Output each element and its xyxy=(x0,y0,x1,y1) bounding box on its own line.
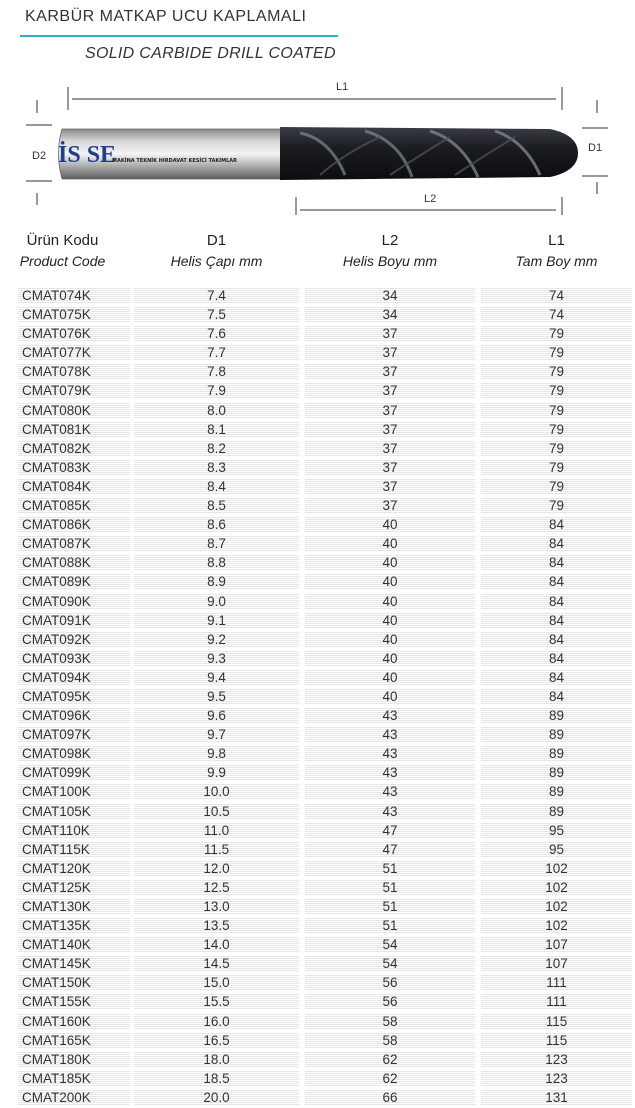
table-row xyxy=(0,707,635,726)
table-row xyxy=(0,478,635,497)
product-code-cell: CMAT096K xyxy=(18,708,130,724)
l1-cell: 89 xyxy=(481,708,632,724)
d1-cell: 7.9 xyxy=(134,383,299,399)
product-code-cell: CMAT160K xyxy=(18,1014,130,1030)
table-row xyxy=(0,459,635,478)
table-row xyxy=(0,1089,635,1108)
product-code-cell: CMAT078K xyxy=(18,364,130,380)
l2-cell: 43 xyxy=(305,784,475,800)
l2-cell: 37 xyxy=(305,479,475,495)
d1-cell: 12.5 xyxy=(134,880,299,896)
table-row xyxy=(0,554,635,573)
d1-cell: 12.0 xyxy=(134,861,299,877)
table-row xyxy=(0,669,635,688)
d1-cell: 9.7 xyxy=(134,727,299,743)
header-d1-tr: D1 xyxy=(206,232,227,249)
header-l1-tr: L1 xyxy=(548,232,565,249)
table-row xyxy=(0,803,635,822)
d1-cell: 8.5 xyxy=(134,498,299,514)
l1-cell: 111 xyxy=(481,975,632,991)
header-l2-tr: L2 xyxy=(381,232,399,249)
l2-cell: 62 xyxy=(305,1052,475,1068)
product-code-cell: CMAT085K xyxy=(18,498,130,514)
table-row xyxy=(0,306,635,325)
l2-cell: 40 xyxy=(305,536,475,552)
l1-cell: 84 xyxy=(481,574,632,590)
product-code-cell: CMAT077K xyxy=(18,345,130,361)
l1-cell: 79 xyxy=(481,422,632,438)
d1-cell: 10.0 xyxy=(134,784,299,800)
header-l2 xyxy=(305,232,475,269)
d1-cell: 8.2 xyxy=(134,441,299,457)
l2-cell: 37 xyxy=(305,383,475,399)
l1-cell: 95 xyxy=(481,823,632,839)
l1-cell: 102 xyxy=(481,861,632,877)
l2-cell: 40 xyxy=(305,632,475,648)
dim-l2-label: L2 xyxy=(424,193,437,205)
d1-cell: 7.5 xyxy=(134,307,299,323)
title-underline xyxy=(20,35,338,37)
table-row xyxy=(0,650,635,669)
d1-cell: 8.8 xyxy=(134,555,299,571)
d1-cell: 8.4 xyxy=(134,479,299,495)
product-code-cell: CMAT088K xyxy=(18,555,130,571)
d1-cell: 8.3 xyxy=(134,460,299,476)
product-code-cell: CMAT086K xyxy=(18,517,130,533)
d1-cell: 8.9 xyxy=(134,574,299,590)
d1-cell: 9.5 xyxy=(134,689,299,705)
product-code-cell: CMAT098K xyxy=(18,746,130,762)
l1-cell: 102 xyxy=(481,918,632,934)
l2-cell: 43 xyxy=(305,727,475,743)
table-row xyxy=(0,516,635,535)
l2-cell: 47 xyxy=(305,823,475,839)
l1-cell: 89 xyxy=(481,804,632,820)
header-code xyxy=(0,232,125,269)
l2-cell: 37 xyxy=(305,345,475,361)
page-subtitle: SOLID CARBIDE DRILL COATED xyxy=(85,45,336,62)
product-code-cell: CMAT079K xyxy=(18,383,130,399)
l2-cell: 34 xyxy=(305,288,475,304)
l2-cell: 43 xyxy=(305,708,475,724)
d1-cell: 10.5 xyxy=(134,804,299,820)
product-code-cell: CMAT090K xyxy=(18,594,130,610)
product-code-cell: CMAT076K xyxy=(18,326,130,342)
l2-cell: 40 xyxy=(305,594,475,610)
table-row xyxy=(0,688,635,707)
l1-cell: 102 xyxy=(481,880,632,896)
table-row xyxy=(0,593,635,612)
d1-cell: 7.8 xyxy=(134,364,299,380)
product-code-cell: CMAT200K xyxy=(18,1090,130,1106)
table-row xyxy=(0,402,635,421)
header-d1-en: Helis Çapı mm xyxy=(170,253,263,269)
table-row xyxy=(0,421,635,440)
l2-cell: 51 xyxy=(305,918,475,934)
l1-cell: 79 xyxy=(481,460,632,476)
product-code-cell: CMAT135K xyxy=(18,918,130,934)
product-code-cell: CMAT084K xyxy=(18,479,130,495)
l2-cell: 40 xyxy=(305,670,475,686)
d1-cell: 15.5 xyxy=(134,994,299,1010)
d1-cell: 11.5 xyxy=(134,842,299,858)
table-row xyxy=(0,745,635,764)
table-row xyxy=(0,860,635,879)
table-row xyxy=(0,993,635,1012)
product-code-cell: CMAT091K xyxy=(18,613,130,629)
header-code-en: Product Code xyxy=(19,253,106,269)
d1-cell: 18.0 xyxy=(134,1052,299,1068)
table-row xyxy=(0,783,635,802)
table-row xyxy=(0,382,635,401)
product-code-cell: CMAT097K xyxy=(18,727,130,743)
l2-cell: 66 xyxy=(305,1090,475,1106)
product-code-cell: CMAT180K xyxy=(18,1052,130,1068)
l1-cell: 84 xyxy=(481,689,632,705)
table-row xyxy=(0,1032,635,1051)
l1-cell: 95 xyxy=(481,842,632,858)
table-row xyxy=(0,841,635,860)
d1-cell: 7.4 xyxy=(134,288,299,304)
product-code-cell: CMAT081K xyxy=(18,422,130,438)
l2-cell: 54 xyxy=(305,937,475,953)
l1-cell: 84 xyxy=(481,670,632,686)
product-code-cell: CMAT093K xyxy=(18,651,130,667)
l1-cell: 74 xyxy=(481,307,632,323)
d1-cell: 16.0 xyxy=(134,1014,299,1030)
table-row xyxy=(0,363,635,382)
product-code-cell: CMAT100K xyxy=(18,784,130,800)
l2-cell: 40 xyxy=(305,517,475,533)
d1-cell: 14.0 xyxy=(134,937,299,953)
product-code-cell: CMAT089K xyxy=(18,574,130,590)
l2-cell: 37 xyxy=(305,364,475,380)
l2-cell: 43 xyxy=(305,746,475,762)
l1-cell: 102 xyxy=(481,899,632,915)
l2-cell: 54 xyxy=(305,956,475,972)
table-row xyxy=(0,955,635,974)
table-row xyxy=(0,1051,635,1070)
l2-cell: 51 xyxy=(305,861,475,877)
d1-cell: 13.0 xyxy=(134,899,299,915)
d1-cell: 13.5 xyxy=(134,918,299,934)
l1-cell: 84 xyxy=(481,594,632,610)
l1-cell: 84 xyxy=(481,651,632,667)
table-row xyxy=(0,573,635,592)
product-table xyxy=(0,287,635,1108)
l2-cell: 51 xyxy=(305,899,475,915)
d1-cell: 9.8 xyxy=(134,746,299,762)
d1-cell: 14.5 xyxy=(134,956,299,972)
table-row xyxy=(0,612,635,631)
logo-subtitle: MAKİNA TEKNİK HIRDAVAT KESİCİ TAKIMLAR xyxy=(112,158,238,164)
d1-cell: 8.1 xyxy=(134,422,299,438)
l2-cell: 37 xyxy=(305,460,475,476)
l1-cell: 89 xyxy=(481,746,632,762)
l1-cell: 107 xyxy=(481,956,632,972)
product-code-cell: CMAT155K xyxy=(18,994,130,1010)
header-code-tr: Ürün Kodu xyxy=(26,232,99,249)
product-code-cell: CMAT074K xyxy=(18,288,130,304)
d1-cell: 16.5 xyxy=(134,1033,299,1049)
drill-diagram xyxy=(0,75,635,215)
l2-cell: 51 xyxy=(305,880,475,896)
product-code-cell: CMAT140K xyxy=(18,937,130,953)
l1-cell: 79 xyxy=(481,326,632,342)
l1-cell: 79 xyxy=(481,479,632,495)
l1-cell: 111 xyxy=(481,994,632,1010)
product-code-cell: CMAT105K xyxy=(18,804,130,820)
l1-cell: 84 xyxy=(481,517,632,533)
l1-cell: 115 xyxy=(481,1033,632,1049)
d1-cell: 8.7 xyxy=(134,536,299,552)
dim-l1-label: L1 xyxy=(336,81,349,93)
product-code-cell: CMAT110K xyxy=(18,823,130,839)
l1-cell: 84 xyxy=(481,632,632,648)
product-code-cell: CMAT095K xyxy=(18,689,130,705)
d1-cell: 18.5 xyxy=(134,1071,299,1087)
table-row xyxy=(0,936,635,955)
table-row xyxy=(0,879,635,898)
l1-cell: 89 xyxy=(481,784,632,800)
product-code-cell: CMAT092K xyxy=(18,632,130,648)
l2-cell: 40 xyxy=(305,555,475,571)
l2-cell: 47 xyxy=(305,842,475,858)
l2-cell: 43 xyxy=(305,765,475,781)
d1-cell: 9.2 xyxy=(134,632,299,648)
product-code-cell: CMAT094K xyxy=(18,670,130,686)
table-row xyxy=(0,764,635,783)
product-code-cell: CMAT120K xyxy=(18,861,130,877)
d1-cell: 8.6 xyxy=(134,517,299,533)
l2-cell: 40 xyxy=(305,651,475,667)
table-row xyxy=(0,287,635,306)
table-row xyxy=(0,344,635,363)
l2-cell: 37 xyxy=(305,422,475,438)
product-code-cell: CMAT145K xyxy=(18,956,130,972)
l1-cell: 79 xyxy=(481,364,632,380)
table-row xyxy=(0,1070,635,1089)
l1-cell: 123 xyxy=(481,1052,632,1068)
product-code-cell: CMAT150K xyxy=(18,975,130,991)
d1-cell: 9.1 xyxy=(134,613,299,629)
l1-cell: 79 xyxy=(481,383,632,399)
header-d1 xyxy=(134,232,299,269)
d1-cell: 11.0 xyxy=(134,823,299,839)
d1-cell: 15.0 xyxy=(134,975,299,991)
product-code-cell: CMAT165K xyxy=(18,1033,130,1049)
l1-cell: 79 xyxy=(481,498,632,514)
l1-cell: 79 xyxy=(481,345,632,361)
l2-cell: 37 xyxy=(305,441,475,457)
table-row xyxy=(0,917,635,936)
d1-cell: 20.0 xyxy=(134,1090,299,1106)
l2-cell: 58 xyxy=(305,1033,475,1049)
d1-cell: 9.6 xyxy=(134,708,299,724)
l1-cell: 131 xyxy=(481,1090,632,1106)
table-row xyxy=(0,497,635,516)
l2-cell: 40 xyxy=(305,689,475,705)
d1-cell: 7.7 xyxy=(134,345,299,361)
l2-cell: 37 xyxy=(305,403,475,419)
product-code-cell: CMAT125K xyxy=(18,880,130,896)
table-row xyxy=(0,726,635,745)
l2-cell: 40 xyxy=(305,574,475,590)
l1-cell: 115 xyxy=(481,1014,632,1030)
d1-cell: 9.0 xyxy=(134,594,299,610)
l2-cell: 56 xyxy=(305,975,475,991)
header-l1-en: Tam Boy mm xyxy=(515,253,598,269)
l1-cell: 84 xyxy=(481,613,632,629)
product-code-cell: CMAT082K xyxy=(18,441,130,457)
dim-d2-label: D2 xyxy=(32,150,47,162)
d1-cell: 8.0 xyxy=(134,403,299,419)
d1-cell: 7.6 xyxy=(134,326,299,342)
product-code-cell: CMAT080K xyxy=(18,403,130,419)
dim-d1-label: D1 xyxy=(588,142,603,154)
table-row xyxy=(0,535,635,554)
product-code-cell: CMAT099K xyxy=(18,765,130,781)
logo-text: İS SE xyxy=(58,142,117,168)
product-code-cell: CMAT115K xyxy=(18,842,130,858)
l2-cell: 56 xyxy=(305,994,475,1010)
product-code-cell: CMAT087K xyxy=(18,536,130,552)
table-row xyxy=(0,440,635,459)
l1-cell: 79 xyxy=(481,441,632,457)
l2-cell: 58 xyxy=(305,1014,475,1030)
page-title: KARBÜR MATKAP UCU KAPLAMALI xyxy=(25,8,307,25)
product-code-cell: CMAT130K xyxy=(18,899,130,915)
table-row xyxy=(0,898,635,917)
l2-cell: 62 xyxy=(305,1071,475,1087)
d1-cell: 9.4 xyxy=(134,670,299,686)
l1-cell: 107 xyxy=(481,937,632,953)
table-row xyxy=(0,974,635,993)
header-l2-en: Helis Boyu mm xyxy=(342,253,438,269)
l2-cell: 43 xyxy=(305,804,475,820)
l1-cell: 89 xyxy=(481,727,632,743)
l1-cell: 84 xyxy=(481,536,632,552)
table-row xyxy=(0,631,635,650)
l1-cell: 89 xyxy=(481,765,632,781)
l2-cell: 37 xyxy=(305,498,475,514)
table-row xyxy=(0,1013,635,1032)
l1-cell: 84 xyxy=(481,555,632,571)
l1-cell: 123 xyxy=(481,1071,632,1087)
l1-cell: 79 xyxy=(481,403,632,419)
product-code-cell: CMAT185K xyxy=(18,1071,130,1087)
table-row xyxy=(0,822,635,841)
l2-cell: 34 xyxy=(305,307,475,323)
product-code-cell: CMAT083K xyxy=(18,460,130,476)
header-l1 xyxy=(481,232,632,269)
d1-cell: 9.9 xyxy=(134,765,299,781)
l2-cell: 40 xyxy=(305,613,475,629)
d1-cell: 9.3 xyxy=(134,651,299,667)
l2-cell: 37 xyxy=(305,326,475,342)
product-code-cell: CMAT075K xyxy=(18,307,130,323)
l1-cell: 74 xyxy=(481,288,632,304)
table-row xyxy=(0,325,635,344)
